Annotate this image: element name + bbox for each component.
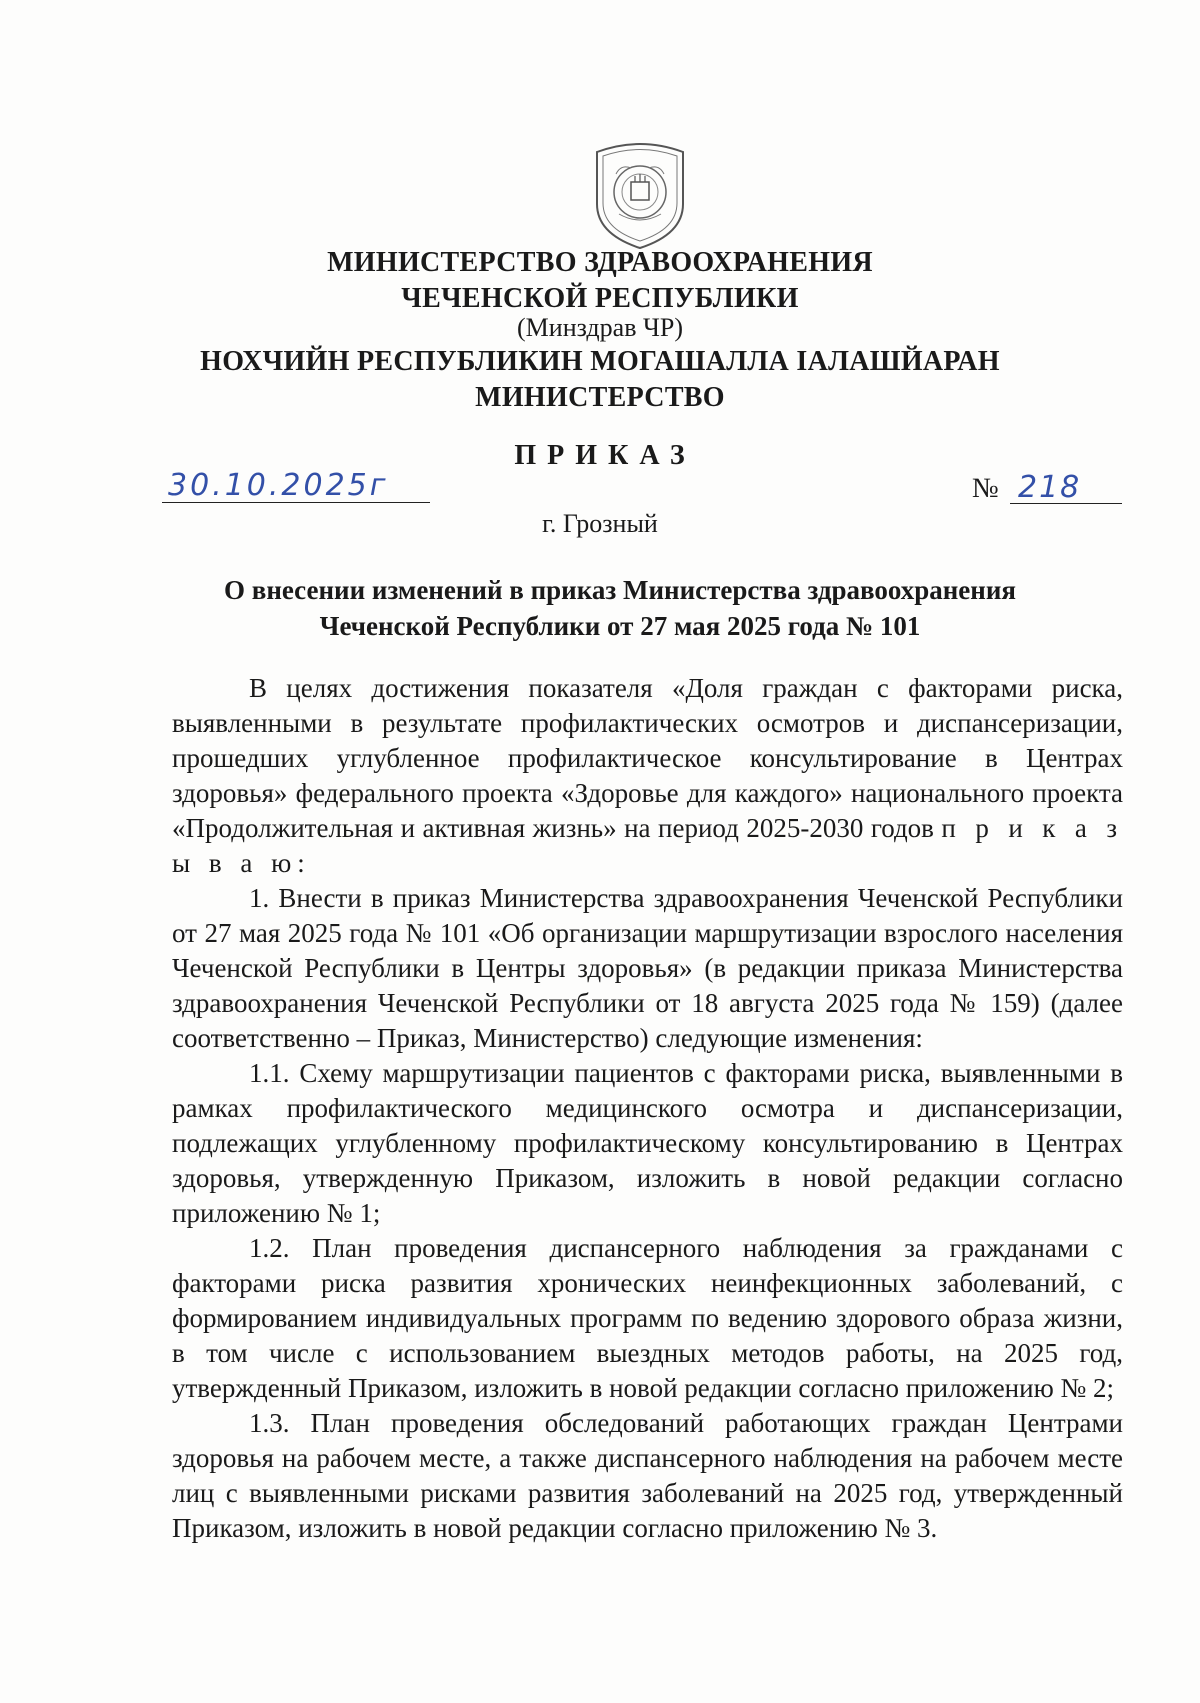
ministry-name-ru-line1: МИНИСТЕРСТВО ЗДРАВООХРАНЕНИЯ bbox=[327, 247, 873, 278]
item-1: 1. Внести в приказ Министерства здравоохранения Чеченской Республики от 27 мая 2025 года № 101 «Об организации маршрутизации взрослого населения Чеченской Республики в Центры здоровья» (в редакции приказа Министерства здравоохранения Чеченской Республики от 18 августа 2025 года № 159) (далее соответственно – Приказ, Министерство) следующие изменения: bbox=[172, 883, 1123, 1053]
order-body bbox=[172, 671, 1123, 1546]
number-underline bbox=[1010, 503, 1122, 504]
item-1-2: 1.2. План проведения диспансерного наблюдения за гражданами с факторами риска развития хронических неинфекционных заболеваний, с формированием индивидуальных программ по ведению здорового образа жизни, в том числе с использованием выездных методов работы, на 2025 год, утвержденный Приказом, изложить в новой редакции согласно приложению № 2; bbox=[172, 1233, 1123, 1403]
ministry-short-name: (Минздрав ЧР) bbox=[517, 313, 683, 342]
intro-text: В целях достижения показателя «Доля граждан с факторами риска, выявленными в результате профилактических осмотров и диспансеризации, прошедших углубленное профилактическое консультирование в Центрах здоровья» федерального проекта «Здоровье для каждого» национального проекта «Продолжительная и активная жизнь» на период 2025-2030 годов bbox=[172, 673, 1123, 843]
document-type-heading: ПРИКАЗ bbox=[514, 440, 696, 471]
order-title-line1: О внесении изменений в приказ Министерства здравоохранения bbox=[223, 575, 1016, 605]
order-title-line2: Чеченской Республики от 27 мая 2025 года № 101 bbox=[319, 611, 921, 641]
city-label: г. Грозный bbox=[542, 509, 658, 538]
item-1-1: 1.1. Схему маршрутизации пациентов с факторами риска, выявленными в рамках профилактического медицинского осмотра и диспансеризации, подлежащих углубленному профилактическому консультированию в Центрах здоровья, утвержденную Приказом, изложить в новой редакции согласно приложению № 1; bbox=[172, 1058, 1123, 1228]
coat-of-arms-icon bbox=[591, 134, 689, 252]
ministry-name-ce-line1: НОХЧИЙН РЕСПУБЛИКИН МОГАШАЛЛА IАЛАШЙАРАН bbox=[200, 346, 1000, 377]
date-underline bbox=[162, 502, 430, 503]
prikazyvayu-text: п р и к а з ы в а ю: bbox=[172, 813, 1123, 878]
order-number: 218 bbox=[1018, 470, 1082, 505]
item-1-3: 1.3. План проведения обследований работающих граждан Центрами здоровья на рабочем месте, а также диспансерного наблюдения на рабочем месте лиц с выявленными рисками развития заболеваний на 2025 год, утвержденный Приказом, изложить в новой редакции согласно приложению № 3. bbox=[172, 1408, 1123, 1543]
number-sign: № bbox=[972, 473, 999, 504]
ministry-name-ru-line2: ЧЕЧЕНСКОЙ РЕСПУБЛИКИ bbox=[401, 283, 799, 314]
ministry-name-ce-line2: МИНИСТЕРСТВО bbox=[475, 382, 725, 413]
intro-paragraph bbox=[172, 671, 1123, 881]
order-date: 30.10.2025г bbox=[168, 468, 389, 503]
